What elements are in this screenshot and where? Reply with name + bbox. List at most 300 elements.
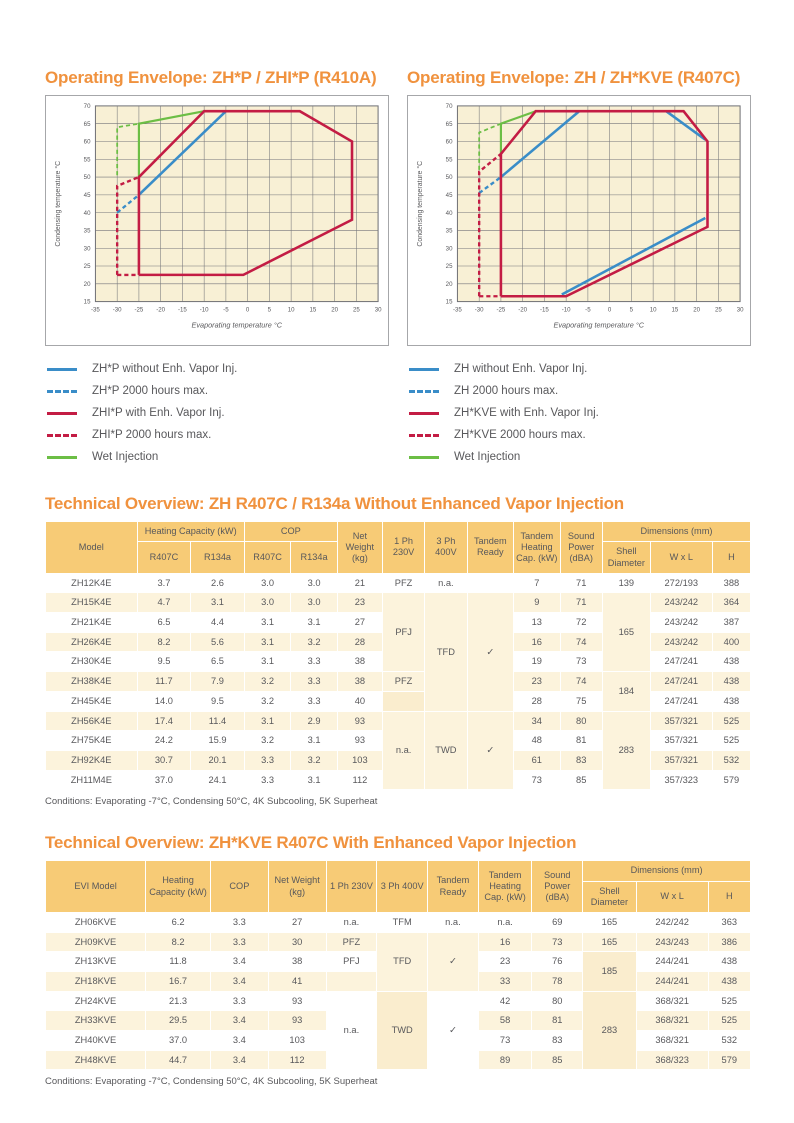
cell: 89 bbox=[478, 1050, 532, 1070]
column-header: Shell Diameter bbox=[583, 881, 637, 912]
cell: PFZ bbox=[326, 932, 377, 952]
chart-title-r410a: Operating Envelope: ZH*P / ZHI*P (R410A) bbox=[45, 68, 377, 87]
y-tick-label: 55 bbox=[83, 156, 91, 164]
cell: 3.7 bbox=[137, 573, 191, 593]
cell: ZH24KVE bbox=[46, 991, 146, 1011]
cell: 27 bbox=[268, 912, 326, 932]
x-tick-label: -35 bbox=[91, 306, 100, 314]
cell: 93 bbox=[337, 711, 382, 731]
cell: 9 bbox=[514, 593, 561, 613]
column-header: R134a bbox=[191, 542, 245, 573]
cell: 38 bbox=[337, 652, 382, 672]
column-header: Dimensions (mm) bbox=[583, 861, 751, 881]
cell: 3.4 bbox=[210, 952, 268, 972]
y-tick-label: 40 bbox=[445, 209, 453, 217]
technical-overview-section-2 bbox=[45, 833, 751, 1087]
cell: 242/242 bbox=[636, 912, 708, 932]
cell: ZH92K4E bbox=[46, 750, 138, 770]
chart-column-r410a bbox=[45, 68, 389, 468]
cell: 2.6 bbox=[191, 573, 245, 593]
cell: 3.0 bbox=[291, 573, 338, 593]
cell: PFZ bbox=[382, 573, 424, 593]
y-tick-label: 50 bbox=[445, 174, 453, 182]
technical-overview-section-1 bbox=[45, 494, 751, 807]
cell: 386 bbox=[708, 932, 750, 952]
cell: 93 bbox=[268, 991, 326, 1011]
column-header: R407C bbox=[137, 542, 191, 573]
y-tick-label: 40 bbox=[83, 209, 91, 217]
cell: 93 bbox=[268, 1011, 326, 1031]
cell: 3.4 bbox=[210, 1050, 268, 1070]
cell: 368/321 bbox=[636, 1011, 708, 1031]
cell: 16 bbox=[478, 932, 532, 952]
cell: 3.0 bbox=[244, 593, 291, 613]
cell: 244/241 bbox=[636, 952, 708, 972]
cell: 247/241 bbox=[650, 672, 712, 692]
x-tick-label: 20 bbox=[693, 306, 701, 314]
legend-item bbox=[409, 446, 751, 468]
cell: ✓ bbox=[428, 932, 479, 991]
solid-line-sample bbox=[47, 456, 77, 459]
cell: 3.3 bbox=[291, 672, 338, 692]
column-header: Net Weight (kg) bbox=[268, 861, 326, 913]
x-tick-label: -10 bbox=[199, 306, 209, 314]
legend-label: Wet Injection bbox=[454, 451, 521, 464]
x-tick-label: -20 bbox=[156, 306, 166, 314]
conditions-note-2: Conditions: Evaporating -7°C, Condensing 50°C, 4K Subcooling, 5K Superheat bbox=[45, 1076, 378, 1088]
cell: n.a. bbox=[478, 912, 532, 932]
cell: ZH15K4E bbox=[46, 593, 138, 613]
cell: 368/323 bbox=[636, 1050, 708, 1070]
technical-table-1 bbox=[45, 521, 751, 790]
legend-item bbox=[409, 424, 751, 446]
column-header: 1 Ph 230V bbox=[382, 522, 424, 574]
cell: 184 bbox=[602, 672, 650, 711]
cell: 93 bbox=[337, 731, 382, 751]
cell: ✓ bbox=[467, 711, 514, 790]
cell: 2.9 bbox=[291, 711, 338, 731]
legend-r407c bbox=[407, 358, 751, 468]
cell: 9.5 bbox=[137, 652, 191, 672]
header-row bbox=[46, 861, 751, 881]
column-header: W x L bbox=[650, 542, 712, 573]
cell: 3.2 bbox=[244, 691, 291, 711]
table-row bbox=[46, 573, 751, 593]
cell: 37.0 bbox=[137, 770, 191, 790]
cell: 8.2 bbox=[146, 932, 211, 952]
y-tick-label: 15 bbox=[83, 298, 91, 306]
column-header: Heating Capacity (kW) bbox=[137, 522, 244, 542]
cell: 28 bbox=[514, 691, 561, 711]
cell: 40 bbox=[337, 691, 382, 711]
y-tick-label: 35 bbox=[83, 227, 91, 235]
cell: 3.1 bbox=[244, 652, 291, 672]
cell: 41 bbox=[268, 972, 326, 992]
cell: ZH75K4E bbox=[46, 731, 138, 751]
cell: 244/241 bbox=[636, 972, 708, 992]
solid-line-sample bbox=[47, 412, 77, 415]
y-axis-label: Condensing temperature °C bbox=[54, 160, 62, 247]
x-tick-label: 15 bbox=[309, 306, 317, 314]
cell: 3.4 bbox=[210, 972, 268, 992]
table-row bbox=[46, 912, 751, 932]
x-tick-label: -30 bbox=[112, 306, 122, 314]
cell: 33 bbox=[478, 972, 532, 992]
x-tick-label: 25 bbox=[714, 306, 722, 314]
table-title-1: Technical Overview: ZH R407C / R134a Without Enhanced Vapor Injection bbox=[45, 494, 624, 514]
cell: n.a. bbox=[326, 991, 377, 1070]
column-header: Heating Capacity (kW) bbox=[146, 861, 211, 913]
cell: ZH26K4E bbox=[46, 632, 138, 652]
cell: 3.4 bbox=[210, 1031, 268, 1051]
cell: 357/323 bbox=[650, 770, 712, 790]
cell: 6.2 bbox=[146, 912, 211, 932]
cell: TWD bbox=[425, 711, 467, 790]
cell: 438 bbox=[708, 972, 750, 992]
cell: n.a. bbox=[425, 573, 467, 593]
cell: TFM bbox=[377, 912, 428, 932]
header-row bbox=[46, 522, 751, 542]
cell: 75 bbox=[560, 691, 602, 711]
y-tick-label: 65 bbox=[83, 120, 91, 128]
cell: 247/241 bbox=[650, 691, 712, 711]
cell: ZH21K4E bbox=[46, 613, 138, 633]
column-header: 3 Ph 400V bbox=[425, 522, 467, 574]
cell: 3.2 bbox=[244, 731, 291, 751]
x-axis-label: Evaporating temperature °C bbox=[191, 320, 283, 330]
x-tick-label: -5 bbox=[585, 306, 591, 314]
x-tick-label: -5 bbox=[223, 306, 229, 314]
column-header: 1 Ph 230V bbox=[326, 861, 377, 913]
cell: 7 bbox=[514, 573, 561, 593]
cell: ZH18KVE bbox=[46, 972, 146, 992]
cell: 11.7 bbox=[137, 672, 191, 692]
cell: 525 bbox=[708, 991, 750, 1011]
cell: 3.3 bbox=[210, 991, 268, 1011]
legend-label: ZH*P without Enh. Vapor Inj. bbox=[92, 363, 238, 376]
cell: n.a. bbox=[326, 912, 377, 932]
cell: 357/321 bbox=[650, 750, 712, 770]
cell: 23 bbox=[514, 672, 561, 692]
cell: 48 bbox=[514, 731, 561, 751]
table-row bbox=[46, 672, 751, 692]
envelope-chart-r407c bbox=[407, 95, 751, 346]
cell: ZH56K4E bbox=[46, 711, 138, 731]
column-header: 3 Ph 400V bbox=[377, 861, 428, 913]
cell: 20.1 bbox=[191, 750, 245, 770]
cell: 23 bbox=[337, 593, 382, 613]
cell: 4.7 bbox=[137, 593, 191, 613]
table-title-2: Technical Overview: ZH*KVE R407C With Enhanced Vapor Injection bbox=[45, 833, 577, 853]
y-tick-label: 25 bbox=[445, 263, 453, 271]
solid-line-sample bbox=[409, 456, 439, 459]
y-tick-label: 45 bbox=[445, 192, 453, 200]
operating-envelope-row bbox=[45, 68, 751, 468]
x-tick-label: -20 bbox=[518, 306, 528, 314]
chart-title-r407c: Operating Envelope: ZH / ZH*KVE (R407C) bbox=[407, 68, 741, 87]
cell bbox=[467, 573, 514, 593]
envelope-chart-r410a bbox=[45, 95, 389, 346]
cell: 283 bbox=[602, 711, 650, 790]
cell: 21.3 bbox=[146, 991, 211, 1011]
x-tick-label: -35 bbox=[453, 306, 462, 314]
cell: 243/242 bbox=[650, 593, 712, 613]
x-tick-label: -15 bbox=[177, 306, 187, 314]
cell: 525 bbox=[712, 731, 750, 751]
legend-label: ZHI*P with Enh. Vapor Inj. bbox=[92, 407, 225, 420]
cell: 14.0 bbox=[137, 691, 191, 711]
x-tick-label: -15 bbox=[539, 306, 549, 314]
x-tick-label: 10 bbox=[649, 306, 657, 314]
column-header: Tandem Ready bbox=[467, 522, 514, 574]
y-tick-label: 30 bbox=[83, 245, 91, 253]
x-tick-label: 30 bbox=[736, 306, 744, 314]
x-tick-label: 30 bbox=[374, 306, 382, 314]
cell: 364 bbox=[712, 593, 750, 613]
cell: 23 bbox=[478, 952, 532, 972]
y-tick-label: 70 bbox=[83, 103, 91, 111]
legend-item bbox=[409, 358, 751, 380]
cell: ZH38K4E bbox=[46, 672, 138, 692]
cell: 24.2 bbox=[137, 731, 191, 751]
cell: TWD bbox=[377, 991, 428, 1070]
x-tick-label: -30 bbox=[474, 306, 484, 314]
y-tick-label: 15 bbox=[445, 298, 453, 306]
legend-item bbox=[47, 358, 389, 380]
legend-item bbox=[409, 380, 751, 402]
cell: 525 bbox=[712, 711, 750, 731]
solid-line-sample bbox=[409, 412, 439, 415]
cell: 3.3 bbox=[244, 770, 291, 790]
y-tick-label: 20 bbox=[445, 280, 453, 288]
legend-label: ZH*P 2000 hours max. bbox=[92, 385, 209, 398]
column-header: H bbox=[708, 881, 750, 912]
cell: 15.9 bbox=[191, 731, 245, 751]
y-tick-label: 60 bbox=[445, 138, 453, 146]
cell: PFJ bbox=[382, 593, 424, 672]
y-tick-label: 25 bbox=[83, 263, 91, 271]
cell: 165 bbox=[583, 912, 637, 932]
cell: 579 bbox=[708, 1050, 750, 1070]
x-axis-label: Evaporating temperature °C bbox=[553, 320, 645, 330]
cell: 5.6 bbox=[191, 632, 245, 652]
legend-label: ZH 2000 hours max. bbox=[454, 385, 559, 398]
technical-table bbox=[45, 860, 751, 1070]
cell: 80 bbox=[532, 991, 583, 1011]
cell: 3.2 bbox=[291, 632, 338, 652]
column-header: Tandem Heating Cap. (kW) bbox=[478, 861, 532, 913]
cell: ✓ bbox=[428, 991, 479, 1070]
solid-line-sample bbox=[47, 368, 77, 371]
cell: ZH45K4E bbox=[46, 691, 138, 711]
cell: 85 bbox=[532, 1050, 583, 1070]
dashed-line-sample bbox=[409, 434, 439, 437]
table-row bbox=[46, 932, 751, 952]
technical-table bbox=[45, 521, 751, 790]
cell: 3.1 bbox=[291, 770, 338, 790]
x-tick-label: -25 bbox=[134, 306, 144, 314]
cell: 400 bbox=[712, 632, 750, 652]
cell: ✓ bbox=[467, 593, 514, 711]
column-header: Sound Power (dBA) bbox=[560, 522, 602, 574]
column-header: COP bbox=[210, 861, 268, 913]
y-tick-label: 60 bbox=[83, 138, 91, 146]
x-tick-label: 5 bbox=[267, 306, 272, 314]
x-tick-label: 10 bbox=[287, 306, 295, 314]
legend-item bbox=[47, 402, 389, 424]
cell: 165 bbox=[583, 932, 637, 952]
cell: 6.5 bbox=[191, 652, 245, 672]
cell: 7.9 bbox=[191, 672, 245, 692]
cell: 3.4 bbox=[210, 1011, 268, 1031]
x-tick-label: 0 bbox=[607, 306, 612, 314]
y-tick-label: 35 bbox=[445, 227, 453, 235]
cell: 525 bbox=[708, 1011, 750, 1031]
cell: 3.3 bbox=[210, 932, 268, 952]
legend-r410a bbox=[45, 358, 389, 468]
cell: 243/243 bbox=[636, 932, 708, 952]
cell: 74 bbox=[560, 632, 602, 652]
cell: 29.5 bbox=[146, 1011, 211, 1031]
cell: 357/321 bbox=[650, 731, 712, 751]
column-header: Net Weight (kg) bbox=[337, 522, 382, 574]
cell: 112 bbox=[268, 1050, 326, 1070]
cell: 139 bbox=[602, 573, 650, 593]
legend-label: ZH*KVE with Enh. Vapor Inj. bbox=[454, 407, 599, 420]
cell: 6.5 bbox=[137, 613, 191, 633]
y-tick-label: 30 bbox=[445, 245, 453, 253]
cell: 24.1 bbox=[191, 770, 245, 790]
x-tick-label: 25 bbox=[352, 306, 360, 314]
cell: 37.0 bbox=[146, 1031, 211, 1051]
legend-item bbox=[47, 446, 389, 468]
cell: 4.4 bbox=[191, 613, 245, 633]
x-tick-label: 0 bbox=[245, 306, 250, 314]
cell: 72 bbox=[560, 613, 602, 633]
cell: 11.8 bbox=[146, 952, 211, 972]
envelope-plot bbox=[46, 96, 388, 345]
cell: 73 bbox=[514, 770, 561, 790]
cell: 30 bbox=[268, 932, 326, 952]
cell: PFJ bbox=[326, 952, 377, 972]
cell: 3.3 bbox=[210, 912, 268, 932]
cell: 3.1 bbox=[244, 711, 291, 731]
cell: 42 bbox=[478, 991, 532, 1011]
legend-item bbox=[47, 380, 389, 402]
cell: 27 bbox=[337, 613, 382, 633]
cell: 8.2 bbox=[137, 632, 191, 652]
cell: 28 bbox=[337, 632, 382, 652]
cell: 73 bbox=[478, 1031, 532, 1051]
envelope-plot bbox=[408, 96, 750, 345]
cell: n.a. bbox=[382, 711, 424, 790]
cell: 81 bbox=[532, 1011, 583, 1031]
cell: 17.4 bbox=[137, 711, 191, 731]
column-header: COP bbox=[244, 522, 337, 542]
cell: 357/321 bbox=[650, 711, 712, 731]
column-header: Tandem Ready bbox=[428, 861, 479, 913]
cell: 3.1 bbox=[191, 593, 245, 613]
cell: 61 bbox=[514, 750, 561, 770]
column-header: W x L bbox=[636, 881, 708, 912]
cell: 85 bbox=[560, 770, 602, 790]
cell: 71 bbox=[560, 593, 602, 613]
cell: 438 bbox=[712, 652, 750, 672]
cell: 3.0 bbox=[291, 593, 338, 613]
cell: 16 bbox=[514, 632, 561, 652]
cell: 438 bbox=[708, 952, 750, 972]
cell: ZH09KVE bbox=[46, 932, 146, 952]
cell: 3.2 bbox=[291, 750, 338, 770]
cell: 368/321 bbox=[636, 1031, 708, 1051]
cell: 38 bbox=[268, 952, 326, 972]
y-axis-label: Condensing temperature °C bbox=[416, 160, 424, 247]
cell: 16.7 bbox=[146, 972, 211, 992]
column-header: Shell Diameter bbox=[602, 542, 650, 573]
solid-line-sample bbox=[409, 368, 439, 371]
legend-label: ZH without Enh. Vapor Inj. bbox=[454, 363, 588, 376]
cell: 9.5 bbox=[191, 691, 245, 711]
cell: 272/193 bbox=[650, 573, 712, 593]
cell: 3.0 bbox=[244, 573, 291, 593]
column-header: Model bbox=[46, 522, 138, 574]
y-tick-label: 55 bbox=[445, 156, 453, 164]
cell: 387 bbox=[712, 613, 750, 633]
cell: 3.1 bbox=[244, 613, 291, 633]
dashed-line-sample bbox=[47, 434, 77, 437]
cell: TFD bbox=[425, 593, 467, 711]
cell: 44.7 bbox=[146, 1050, 211, 1070]
cell: 19 bbox=[514, 652, 561, 672]
cell: 368/321 bbox=[636, 991, 708, 1011]
cell: TFD bbox=[377, 932, 428, 991]
cell: 185 bbox=[583, 952, 637, 991]
cell: ZH13KVE bbox=[46, 952, 146, 972]
cell: 13 bbox=[514, 613, 561, 633]
x-tick-label: 5 bbox=[629, 306, 634, 314]
cell: 103 bbox=[337, 750, 382, 770]
cell: 3.3 bbox=[244, 750, 291, 770]
table-row bbox=[46, 593, 751, 613]
y-tick-label: 70 bbox=[445, 103, 453, 111]
table-row bbox=[46, 991, 751, 1011]
cell: 3.1 bbox=[291, 613, 338, 633]
cell: 3.1 bbox=[291, 731, 338, 751]
cell: 165 bbox=[602, 593, 650, 672]
legend-label: ZHI*P 2000 hours max. bbox=[92, 429, 212, 442]
x-tick-label: -10 bbox=[561, 306, 571, 314]
conditions-note-1: Conditions: Evaporating -7°C, Condensing 50°C, 4K Subcooling, 5K Superheat bbox=[45, 796, 378, 808]
cell: 283 bbox=[583, 991, 637, 1070]
cell: n.a. bbox=[428, 912, 479, 932]
cell: PFZ bbox=[382, 672, 424, 692]
cell: 3.1 bbox=[244, 632, 291, 652]
cell: 81 bbox=[560, 731, 602, 751]
cell bbox=[326, 972, 377, 992]
cell: 3.3 bbox=[291, 652, 338, 672]
cell: ZH40KVE bbox=[46, 1031, 146, 1051]
cell: 78 bbox=[532, 972, 583, 992]
x-tick-label: -25 bbox=[496, 306, 506, 314]
cell: 243/242 bbox=[650, 632, 712, 652]
cell: 71 bbox=[560, 573, 602, 593]
cell: 363 bbox=[708, 912, 750, 932]
cell: 3.3 bbox=[291, 691, 338, 711]
legend-item bbox=[47, 424, 389, 446]
technical-table-2 bbox=[45, 860, 751, 1070]
legend-label: Wet Injection bbox=[92, 451, 159, 464]
cell: 74 bbox=[560, 672, 602, 692]
